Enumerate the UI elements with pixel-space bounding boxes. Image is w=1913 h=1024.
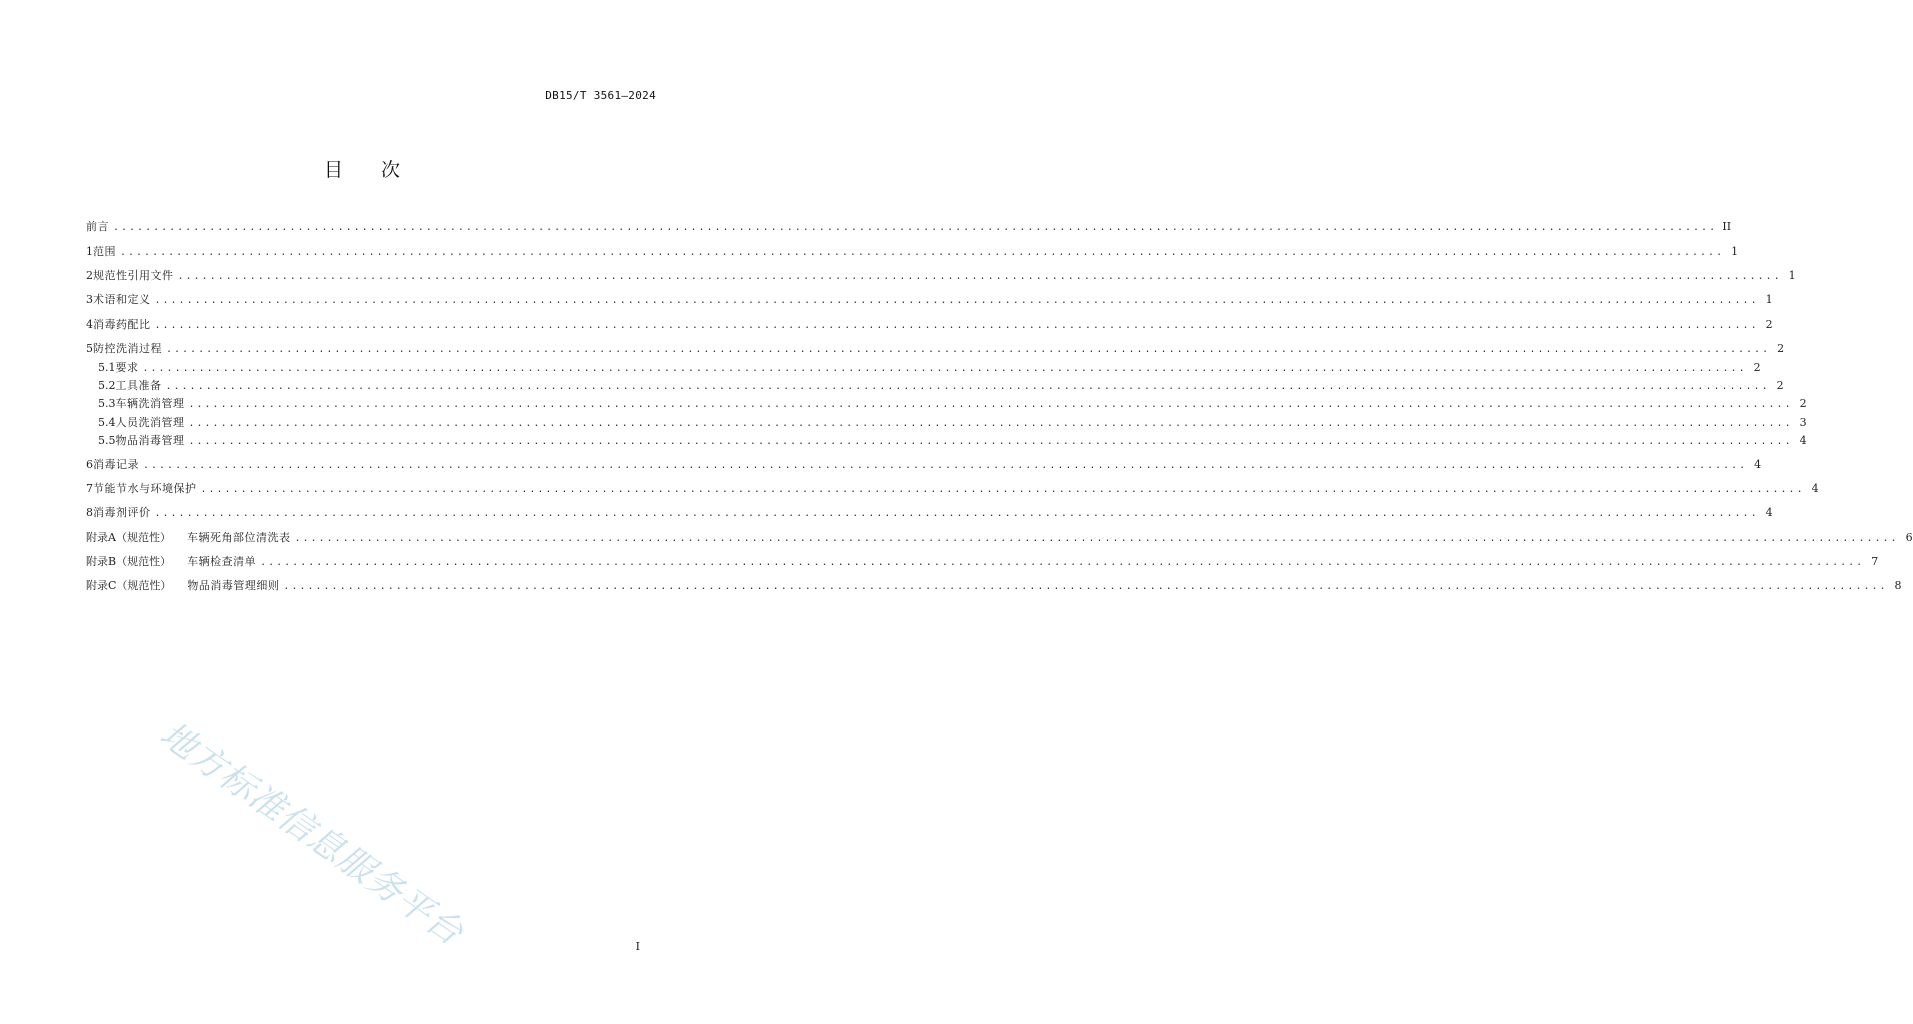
toc-leader-dots: ........................................................................................................................................................................................................	[188, 399, 1793, 410]
toc-entry-label: 范围	[93, 245, 116, 258]
toc-entry-label: 车辆死角部位清洗表	[186, 531, 291, 544]
toc-entry-page: II	[1722, 220, 1732, 233]
toc-entry-page: 4	[1754, 458, 1762, 471]
toc-entry-page: 4	[1811, 482, 1819, 495]
toc-leader-dots: ........................................................................................................................................................................................................	[260, 557, 1865, 568]
toc-entry[interactable]	[86, 316, 1773, 334]
toc-entry[interactable]	[86, 480, 1819, 498]
toc-entry[interactable]	[86, 267, 1796, 285]
toc-entry[interactable]	[86, 414, 1807, 432]
toc-entry-number: 6	[86, 458, 93, 471]
toc-leader-dots: ........................................................................................................................................................................................................	[188, 436, 1793, 447]
toc-entry-label: 消毒记录	[93, 458, 139, 471]
toc-entry-label: 消毒药配比	[93, 318, 151, 331]
toc-entry-page: 6	[1905, 531, 1913, 544]
toc-leader-dots: ........................................................................................................................................................................................................	[200, 484, 1805, 495]
toc-leader-dots: ........................................................................................................................................................................................................	[142, 363, 1747, 374]
toc-leader-dots: ........................................................................................................................................................................................................	[143, 460, 1748, 471]
toc-entry-number: 5	[86, 342, 93, 355]
toc-entry[interactable]	[86, 504, 1773, 522]
toc-entry-label: 车辆洗消管理	[115, 397, 185, 410]
toc-leader-dots: ........................................................................................................................................................................................................	[113, 222, 1718, 233]
toc-entry-page: 2	[1799, 397, 1807, 410]
toc-entry-label: 物品消毒管理	[115, 434, 185, 447]
toc-entry[interactable]	[86, 529, 1913, 547]
toc-entry[interactable]	[86, 359, 1761, 377]
toc-entry-label: 术语和定义	[93, 293, 151, 306]
toc-entry[interactable]	[86, 243, 1739, 261]
toc-entry[interactable]	[86, 456, 1762, 474]
toc-leader-dots: ........................................................................................................................................................................................................	[283, 581, 1888, 592]
toc-leader-dots: ........................................................................................................................................................................................................	[177, 271, 1782, 282]
toc-entry-label: 节能节水与环境保护	[93, 482, 197, 495]
toc-entry-label: 防控洗消过程	[93, 342, 162, 355]
title-char-2: 次	[381, 159, 401, 181]
toc-entry-number: 5.1	[98, 361, 116, 374]
toc-leader-dots: ........................................................................................................................................................................................................	[154, 508, 1759, 519]
toc-entry[interactable]	[86, 291, 1773, 309]
toc-entry-label: 物品消毒管理细则	[187, 579, 280, 592]
toc-entry-number: 5.3	[98, 397, 116, 410]
toc-entry-page: 4	[1799, 434, 1807, 447]
toc-entry-page: 2	[1765, 318, 1773, 331]
toc-entry-number: 2	[86, 269, 93, 282]
toc-entry-page: 7	[1871, 555, 1879, 568]
toc-entry-label: 前言	[86, 220, 109, 233]
footer-page-number: I	[635, 940, 640, 953]
toc-entry-page: 2	[1776, 379, 1784, 392]
toc-entry-number: 7	[86, 482, 93, 495]
toc-leader-dots: ........................................................................................................................................................................................................	[120, 247, 1725, 258]
toc-entry-number: 附录A（规范性）	[86, 531, 171, 544]
toc-entry-page: 1	[1765, 293, 1773, 306]
toc-leader-dots: ........................................................................................................................................................................................................	[154, 320, 1759, 331]
toc-entry-page: 4	[1765, 506, 1773, 519]
toc-entry-label: 车辆检查清单	[187, 555, 257, 568]
toc-entry-page: 8	[1894, 579, 1902, 592]
toc-entry-page: 3	[1799, 416, 1807, 429]
toc-leader-dots: ........................................................................................................................................................................................................	[188, 418, 1793, 429]
toc-entry-page: 1	[1731, 245, 1739, 258]
toc-leader-dots: ........................................................................................................................................................................................................	[154, 295, 1759, 306]
toc-entry-number: 附录B（规范性）	[86, 555, 172, 568]
toc-entry-label: 工具准备	[115, 379, 162, 392]
toc-leader-dots: ........................................................................................................................................................................................................	[166, 344, 1771, 355]
toc-entry-page: 2	[1777, 342, 1785, 355]
toc-entry[interactable]	[86, 377, 1784, 395]
toc-entry-number: 5.4	[98, 416, 116, 429]
document-code: DB15/T 3561—2024	[545, 89, 656, 102]
toc-entry[interactable]	[86, 340, 1785, 358]
toc-entry-label: 规范性引用文件	[93, 269, 174, 282]
toc-entry[interactable]	[86, 395, 1807, 413]
toc-entry[interactable]	[86, 432, 1807, 450]
toc-entry-label: 要求	[115, 361, 139, 374]
toc-entry-label: 消毒剂评价	[93, 506, 151, 519]
toc-entry-number: 5.2	[98, 379, 116, 392]
title-char-1: 目	[323, 159, 343, 181]
toc-entry-number: 附录C（规范性）	[86, 579, 172, 592]
page-title	[0, 155, 724, 182]
toc-entry[interactable]	[86, 553, 1879, 571]
toc-entry-number: 3	[86, 293, 93, 306]
toc-entry-number: 1	[86, 245, 93, 258]
toc-entry[interactable]	[86, 218, 1732, 236]
toc-entry-number: 8	[86, 506, 93, 519]
toc-entry-page: 1	[1788, 269, 1796, 282]
toc-leader-dots: ........................................................................................................................................................................................................	[165, 381, 1770, 392]
toc-entry-number: 5.5	[98, 434, 116, 447]
toc-leader-dots: ........................................................................................................................................................................................................	[294, 533, 1899, 544]
toc-entry-number: 4	[86, 318, 93, 331]
toc-entry[interactable]	[86, 577, 1902, 595]
toc-entry-page: 2	[1753, 361, 1761, 374]
watermark: 地方标准信息服务平台	[152, 714, 471, 954]
toc-entry-label: 人员洗消管理	[115, 416, 185, 429]
